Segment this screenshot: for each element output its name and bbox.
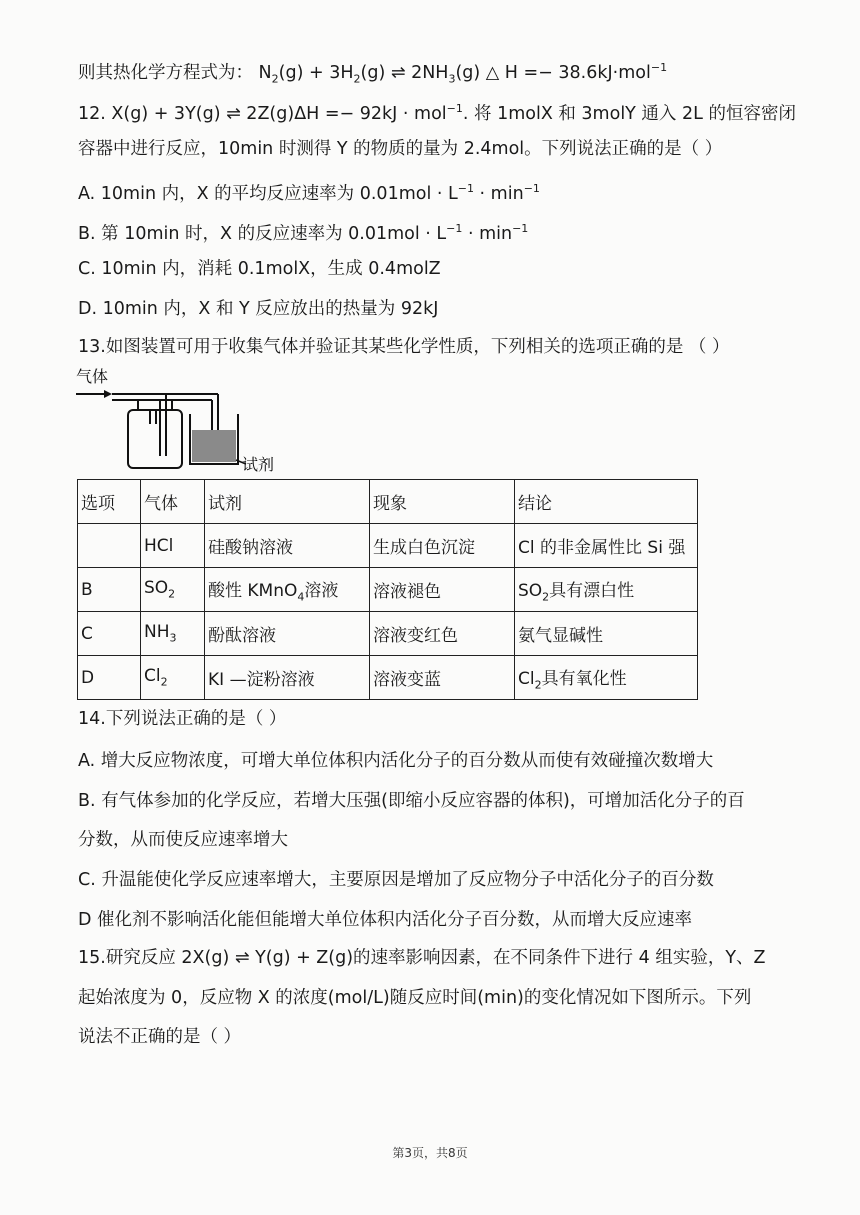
phenomenon-cell: 溶液变红色 bbox=[370, 612, 515, 656]
reagent-cell: 酚酞溶液 bbox=[205, 612, 370, 656]
q12-sup: −1 bbox=[446, 102, 463, 115]
opt-sup: −1 bbox=[446, 222, 463, 235]
eq-sup: −1 bbox=[650, 61, 668, 74]
opt-text: · min bbox=[473, 183, 524, 204]
q12-stem-line2: 容器中进行反应，10min 时测得 Y 的物质的量为 2.4mol。下列说法正确的是（ ） bbox=[78, 139, 723, 159]
formula-text: NH bbox=[144, 622, 170, 643]
formula-text: SO bbox=[518, 580, 543, 601]
q12-option-b bbox=[78, 218, 528, 245]
gas-cell: HCl bbox=[141, 524, 205, 568]
reagent-label: 试剂 bbox=[242, 455, 275, 474]
formula-sub: 2 bbox=[534, 678, 542, 692]
eq-text: (g) △ H =− 38.6kJ·mol bbox=[455, 62, 651, 83]
q12-stem-line1 bbox=[78, 98, 796, 125]
opt-sup: −1 bbox=[512, 222, 529, 235]
q14-option-d: D 催化剂不影响活化能但能增大单位体积内活化分子百分数，从而增大反应速率 bbox=[78, 910, 693, 930]
formula-text: 具有漂白性 bbox=[549, 580, 635, 601]
q15-stem-line2: 起始浓度为 0，反应物 X 的浓度(mol/L)随反应时间(min)的变化情况如下图所示。下列 bbox=[78, 988, 752, 1008]
formula-text: 溶液 bbox=[304, 580, 339, 601]
q13-stem: 13.如图装置可用于收集气体并验证其某些化学性质，下列相关的选项正确的是 （ ） bbox=[78, 337, 730, 357]
table-header-cell: 气体 bbox=[141, 480, 205, 524]
opt-text: A. 10min 内，X 的平均反应速率为 0.01mol · L bbox=[78, 183, 458, 204]
q12-option-c: C. 10min 内，消耗 0.1molX，生成 0.4molZ bbox=[78, 259, 441, 279]
conclusion-cell bbox=[515, 568, 698, 612]
q15-stem-line3: 说法不正确的是（ ） bbox=[78, 1027, 242, 1047]
conclusion-cell bbox=[515, 656, 698, 700]
gas-label: 气体 bbox=[76, 367, 109, 386]
eq-sub: 2 bbox=[353, 72, 361, 86]
q15-stem-line1: 15.研究反应 2X(g) ⇌ Y(g) + Z(g)的速率影响因素，在不同条件下进行 4 组实验，Y、Z bbox=[78, 948, 766, 968]
opt-text: B. 第 10min 时，X 的反应速率为 0.01mol · L bbox=[78, 223, 447, 244]
formula-text: SO bbox=[144, 578, 169, 599]
eq-sub: 2 bbox=[271, 72, 279, 86]
q14-option-b-line1: B. 有气体参加的化学反应，若增大压强(即缩小反应容器的体积)，可增加活化分子的百 bbox=[78, 791, 745, 811]
formula-text: 酸性 KMnO bbox=[208, 580, 298, 601]
gas-cell bbox=[141, 656, 205, 700]
q14-option-b-line2: 分数，从而使反应速率增大 bbox=[78, 830, 288, 850]
q12-text: 12. X(g) + 3Y(g) ⇌ 2Z(g)ΔH =− 92kJ · mol bbox=[78, 103, 447, 124]
conclusion-cell: 氨气显碱性 bbox=[515, 612, 698, 656]
q14-option-c: C. 升温能使化学反应速率增大，主要原因是增加了反应物分子中活化分子的百分数 bbox=[78, 870, 714, 890]
opt-sup: −1 bbox=[457, 182, 474, 195]
table-row bbox=[78, 612, 698, 656]
thermo-equation-line bbox=[78, 57, 667, 90]
formula-text: 具有氧化性 bbox=[541, 668, 627, 689]
formula-text: Cl bbox=[518, 668, 535, 689]
q12-option-a bbox=[78, 178, 540, 205]
reagent-cell: KI —淀粉溶液 bbox=[205, 656, 370, 700]
gas-cell bbox=[141, 612, 205, 656]
formula-sub: 3 bbox=[169, 631, 177, 645]
table-header-cell: 选项 bbox=[78, 480, 141, 524]
table-row bbox=[78, 568, 698, 612]
page-number: 第3页，共8页 bbox=[392, 1146, 468, 1160]
reagent-beaker bbox=[190, 414, 238, 464]
table-header-cell: 结论 bbox=[515, 480, 698, 524]
formula-sub: 2 bbox=[542, 590, 550, 604]
eq-text: (g) + 3H bbox=[278, 62, 354, 83]
opt-text: · min bbox=[462, 223, 513, 244]
q12-text: . 将 1molX 和 3molY 通入 2L 的恒容密闭 bbox=[462, 103, 796, 124]
formula-sub: 2 bbox=[168, 587, 176, 601]
q14-option-a: A. 增大反应物浓度，可增大单位体积内活化分子的百分数从而使有效碰撞次数增大 bbox=[78, 751, 714, 771]
phenomenon-cell: 生成白色沉淀 bbox=[370, 524, 515, 568]
table-header-cell: 现象 bbox=[370, 480, 515, 524]
phenomenon-cell: 溶液褪色 bbox=[370, 568, 515, 612]
option-cell: B bbox=[78, 568, 141, 612]
reagent-cell bbox=[205, 568, 370, 612]
q12-option-d: D. 10min 内，X 和 Y 反应放出的热量为 92kJ bbox=[78, 299, 439, 319]
table-header-row bbox=[78, 480, 698, 524]
option-cell: D bbox=[78, 656, 141, 700]
phenomenon-cell: 溶液变蓝 bbox=[370, 656, 515, 700]
option-cell: C bbox=[78, 612, 141, 656]
conclusion-cell: Cl 的非金属性比 Si 强 bbox=[515, 524, 698, 568]
option-cell bbox=[78, 524, 141, 568]
table-row bbox=[78, 656, 698, 700]
eq-text: 则其热化学方程式为： N bbox=[78, 62, 272, 83]
eq-text: (g) ⇌ 2NH bbox=[360, 62, 449, 83]
reagent-cell: 硅酸钠溶液 bbox=[205, 524, 370, 568]
formula-text: Cl bbox=[144, 666, 161, 687]
table-header-cell: 试剂 bbox=[205, 480, 370, 524]
gas-cell bbox=[141, 568, 205, 612]
formula-sub: 4 bbox=[297, 590, 305, 604]
eq-sub: 3 bbox=[448, 72, 456, 86]
q14-stem: 14.下列说法正确的是（ ） bbox=[78, 709, 287, 729]
inlet-arrow-icon bbox=[76, 390, 112, 398]
table-row bbox=[78, 524, 698, 568]
q13-options-table bbox=[77, 479, 698, 700]
formula-sub: 2 bbox=[160, 675, 168, 689]
gas-collection-apparatus-diagram bbox=[70, 364, 310, 474]
opt-sup: −1 bbox=[523, 182, 540, 195]
